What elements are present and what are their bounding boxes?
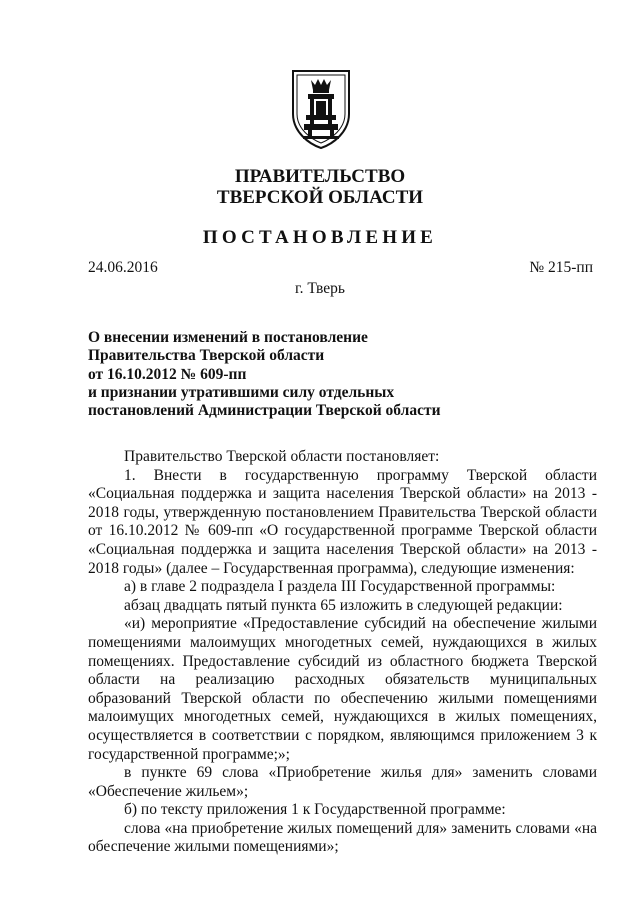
body-paragraph: слова «на приобретение жилых помещений для» заменить словами «на обеспечение жилыми помещениями»;: [88, 819, 597, 856]
subject-line: и признании утратившими силу отдельных: [88, 383, 395, 401]
body-paragraph: в пункте 69 слова «Приобретение жилья для» заменить словами «Обеспечение жильем»;: [88, 764, 597, 800]
document-subject: [88, 329, 441, 420]
subject-line: от 16.10.2012 № 609-пп: [88, 365, 247, 383]
body-paragraph: б) по тексту приложения 1 к Государственной программе:: [124, 801, 506, 819]
body-paragraph: а) в главе 2 подраздела I раздела III Государственной программы:: [124, 578, 556, 596]
document-number: № 215-пп: [529, 259, 593, 276]
org-name-line2: ТВЕРСКОЙ ОБЛАСТИ: [216, 187, 424, 208]
subject-line: О внесении изменений в постановление: [88, 329, 368, 346]
document-body: [88, 448, 597, 857]
body-paragraph: 1. Внести в государственную программу Тверской области «Социальная поддержка и защита населения Тверской области» на 2013 - 2018 годы, утвержденную постановлением Правительства Тверской области от 16.10.2012 № 609-пп «О государственной программе Тверской области «Социальная поддержка и защита населения Тверской области» на 2013 - 2018 годы» (далее – Государственная программа), следующие изменения:: [88, 466, 597, 577]
document-city: г. Тверь: [295, 280, 345, 297]
subject-line: постановлений Администрации Тверской области: [88, 402, 441, 420]
body-paragraph: «и) мероприятие «Предоставление субсидий на обеспечение жилыми помещениями малоимущих многодетных семей, нуждающихся в жилых помещениях. Предоставление субсидий из областного бюджета Тверской области на реализацию расходных обязательств муниципальных образований Тверской области по обеспечению жилыми помещениями малоимущих многодетных семей, нуждающихся в жилых помещениях, осуществляется в соответствии с порядком, являющимся приложением 3 к государственной программе;»;: [88, 615, 597, 763]
document-date: 24.06.2016: [88, 259, 158, 276]
coat-of-arms-icon: [289, 68, 353, 150]
org-name-line1: ПРАВИТЕЛЬСТВО: [234, 166, 406, 187]
document-type: ПОСТАНОВЛЕНИЕ: [202, 227, 438, 248]
subject-line: Правительства Тверской области: [88, 347, 325, 365]
body-paragraph: Правительство Тверской области постановляет:: [124, 448, 440, 465]
body-paragraph: абзац двадцать пятый пункта 65 изложить в следующей редакции:: [124, 596, 563, 614]
